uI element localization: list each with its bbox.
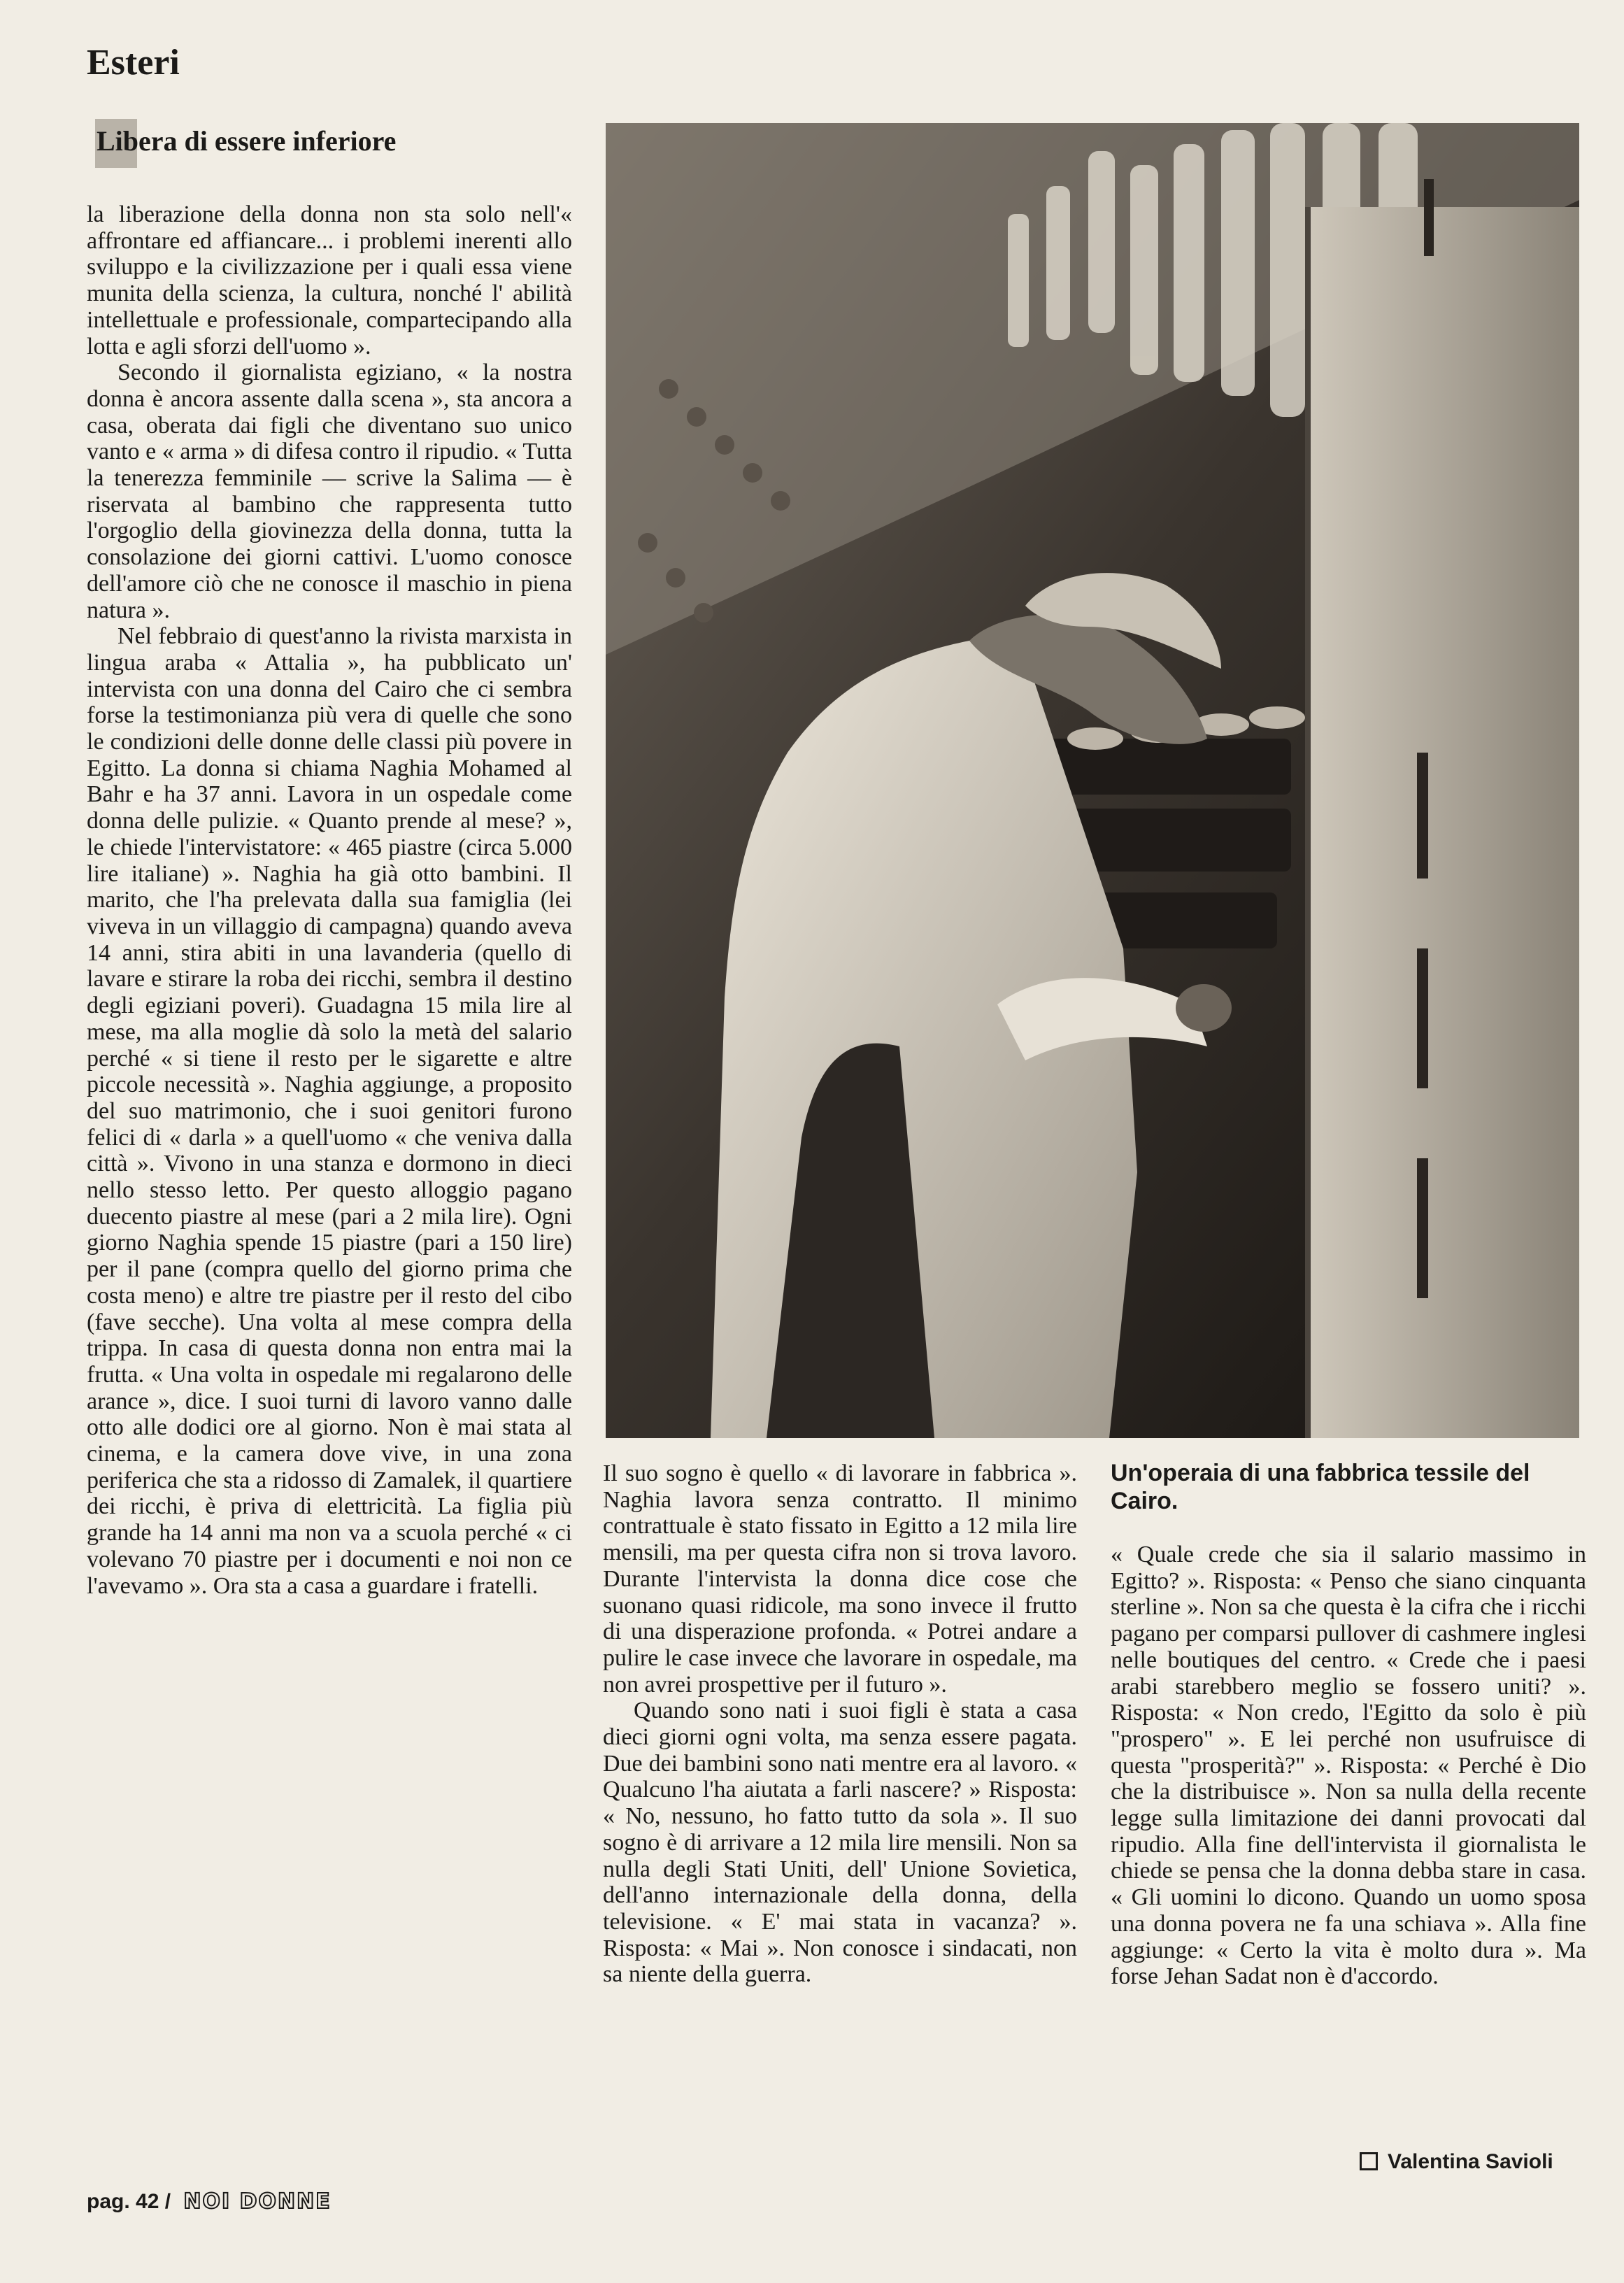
page-number: pag. 42 / — [87, 2190, 171, 2213]
section-title: Esteri — [87, 43, 180, 83]
author-name: Valentina Savioli — [1388, 2150, 1553, 2173]
author-signature — [1360, 2150, 1553, 2174]
paragraph: la liberazione della donna non sta solo nell'« affrontare ed affiancare... i problemi inerenti allo sviluppo e la civilizzazione per i quali essa viene munita della scienza, la cultura, nonché l' abilità intellettuale e professionale, compartecipando alla lotta e agli sforzi dell'uomo ». — [87, 201, 572, 360]
article-column-3 — [1111, 1542, 1586, 1990]
paragraph: Quando sono nati i suoi figli è stata a casa dieci giorni ogni volta, ma senza essere pagata. Due dei bambini sono nati mentre era al lavoro. « Qualcuno l'ha aiutata a farli nascere? » Risposta: « No, nessuno, ho fatto tutto da sola ». Il suo sogno è di arrivare a 12 mila lire mensili. Non sa nulla degli Stati Uniti, dell' Unione Sovietica, dell'anno internazionale della donna, della televisione. « E' mai stata in vacanza? ». Risposta: « Mai ». Non conosce i sindacati, non sa niente della guerra. — [603, 1698, 1077, 1988]
photo-caption: Un'operaia di una fabbrica tessile del Cairo. — [1111, 1460, 1530, 1514]
end-mark-icon — [1360, 2152, 1378, 2170]
paragraph: Il suo sogno è quello « di lavorare in fabbrica ». Naghia lavora senza contratto. Il minimo contrattuale è stato fissato in Egitto a 12 mila lire mensili, ma per questa cifra non si trova lavoro. Durante l'intervista la donna dice cose che suonano quasi ridicole, ma sono invece il frutto di una disperazione profonda. « Potrei andare a pulire le case invece che lavorare in ospedale, ma non avrei prospettive per il futuro ». — [603, 1460, 1077, 1698]
paragraph: Secondo il giornalista egiziano, « la nostra donna è ancora assente dalla scena », sta ancora a casa, oberata dai figli che diventano suo unico vanto e « arma » di difesa contro il ripudio. « Tutta la tenerezza femminile — scrive la Salima — è riservata al bambino che rappresenta tutto l'orgoglio della giovinezza della donna, tutta la consolazione dei giorni cattivi. L'uomo conosce dell'amore ciò che ne conosce il maschio in piena natura ». — [87, 360, 572, 623]
article-headline: Libera di essere inferiore — [97, 125, 397, 157]
photo-illustration — [606, 123, 1579, 1438]
article-column-2 — [603, 1460, 1077, 1988]
article-column-1 — [87, 201, 572, 1599]
magazine-logo: NOI DONNE — [183, 2189, 332, 2214]
factory-worker-photo — [606, 123, 1579, 1438]
paragraph: « Quale crede che sia il salario massimo in Egitto? ». Risposta: « Penso che siano cinquanta sterline ». Non sa che questa è la cifra che i ricchi pagano per comparsi pullover di cashmere inglesi nelle boutiques del centro. « Crede che i paesi arabi starebbero meglio se fossero uniti? ». Risposta: « Non credo, l'Egitto da solo è più "prospero" ». E lei perché non usufruisce di questa "prosperità?" ». Risposta: « Perché è Dio che la distribuisce ». Non sa nulla della recente legge sulla limitazione dei danni provocati dal ripudio. Alla fine dell'intervista il giornalista le chiede se pensa che la donna debba stare in casa. « Gli uomini lo dicono. Quando un uomo sposa una donna povera ne fa una schiava ». Alla fine aggiunge: « Certo la vita è molto dura ». Ma forse Jehan Sadat non è d'accordo. — [1111, 1542, 1586, 1990]
paragraph: Nel febbraio di quest'anno la rivista marxista in lingua araba « Attalia », ha pubblicato un' intervista con una donna del Cairo che ci sembra forse la testimonianza più vera di quelle che sono le condizioni delle donne delle classi più povere in Egitto. La donna si chiama Naghia Mohamed al Bahr e ha 37 anni. Lavora in un ospedale come donna delle pulizie. « Quanto prende al mese? », le chiede l'intervistatore: « 465 piastre (circa 5.000 lire italiane) ». Naghia ha già otto bambini. Il marito, che l'ha prelevata dalla sua famiglia (lei viveva in un villaggio di campagna) quando aveva 14 anni, stira abiti in una lavanderia (quello di lavare e stirare la roba dei ricchi, sembra il destino degli egiziani poveri). Guadagna 15 mila lire al mese, ma alla moglie dà solo la metà del salario perché « si tiene il resto per le sigarette e altre piccole necessità ». Naghia aggiunge, a proposito del suo matrimonio, che i suoi genitori furono felici di « darla » a quell'uomo « che veniva dalla città ». Vivono in una stanza e dormono in dieci nello stesso letto. Per questo alloggio pagano duecento piastre al mese (pari a 2 mila lire). Ogni giorno Naghia spende 15 piastre (pari a 150 lire) per il pane (compra quello del giorno prima che costa meno) e altre tre piastre per il resto del cibo (fave secche). Una volta al mese compra della trippa. In casa di questa donna non entra mai la frutta. « Una volta in ospedale mi regalarono delle arance », dice. I suoi turni di lavoro vanno dalle otto alle dodici ore al giorno. Non è mai stata al cinema, e la camera dove vive, in una zona periferica che sta a ridosso di Zamalek, il quartiere dei ricchi, è priva di elettricità. La figlia più grande ha 14 anni ma non va a scuola perché « ci volevano 70 piastre per i documenti e noi non ce l'avevamo ». Ora sta a casa a guardare i fratelli. — [87, 623, 572, 1599]
page-footer — [87, 2189, 332, 2214]
